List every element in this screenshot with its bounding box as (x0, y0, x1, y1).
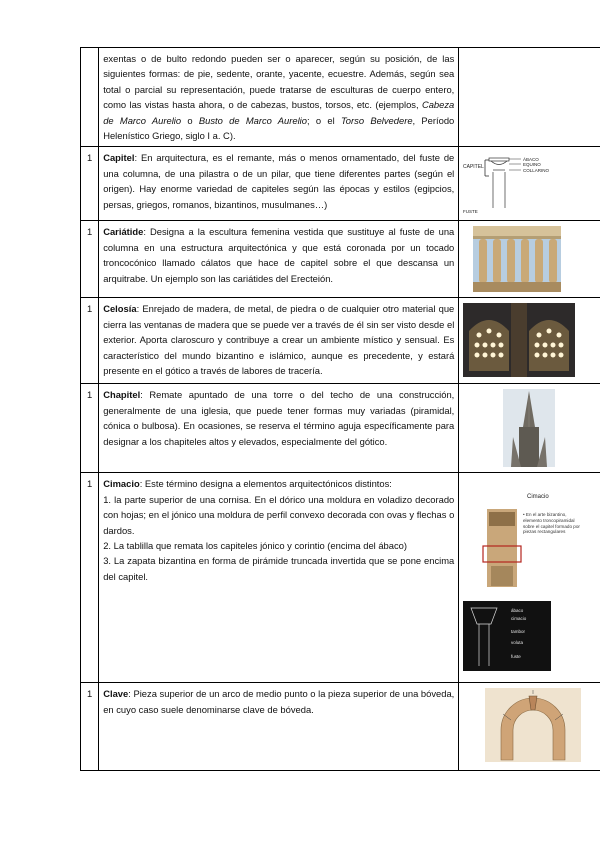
image-cell (459, 48, 600, 147)
image-cell (459, 147, 600, 221)
row-number: 1 (81, 683, 99, 771)
echinus-shape (491, 161, 507, 165)
text-segment: exentas o de bulto redondo pueden ser o aparecer, según su posición, de las siguientes formas: de pie, sedente, orante, yacente, ecuestre. Además, según sea total o parcial su representación, puede tratarse de esculturas de cuerpo entero, como las vistas hasta ahora, o de cabezas, bustos, torsos, etc. (ejemplos, (103, 53, 455, 111)
term-definition: : En arquitectura, es el remante, más o menos ornamentado, del fuste de una columna, de una pilastra o de un pilar, que tiene diferentes partes (según el origen). Hay enorme variedad de capiteles según las épocas y estilos (egipcios, persas, griegos, romanos, bizantinos, musulmanes…) (103, 152, 455, 210)
term-definition: : Designa a la escultura femenina vestida que sustituye al fuste de una columna en una estructura arquitectónica y que está coronada por un tocado troncocónico llamado cálatos que hace de capitel sobre el que descansa un arquitrabe. Un ejemplo son las cariátides del Erecteión. (103, 226, 455, 284)
row-number: 1 (81, 473, 99, 683)
glossary-term: Celosía (103, 303, 137, 315)
dark-diagram-label: ábaco (511, 608, 524, 614)
definition-text (99, 298, 459, 384)
table-row (81, 298, 600, 384)
image-cell (459, 298, 600, 384)
table-row (81, 683, 600, 771)
term-definition: : Este término designa a elementos arquitectónicos distintos: (139, 478, 392, 490)
definition-text (99, 384, 459, 473)
lattice-window-photo (463, 301, 599, 379)
caryatid-photo (463, 224, 599, 294)
figure-title: Cimacio (527, 494, 549, 501)
row-number: 1 (81, 221, 99, 298)
diagram-label-fuste: FUSTE (463, 209, 479, 215)
definition-item: 1. la parte superior de una cornisa. En el dórico una moldura en voladizo decorado con hojas; en el jónico una moldura de perfil convexo decorada con ovas y flechas o dardos. (103, 493, 455, 536)
table-row (81, 221, 600, 298)
term-definition: : Remate apuntado de una torre o del techo de una construcción, generalmente de una iglesia, que puede tener formas muy variadas (piramidal, cónica o bulbosa). En ocasiones, se reserva el término aguja específicamente para designar a los chapiteles altos y elevados, especialmente del gótico. (103, 389, 455, 447)
figure-note: • En el arte bizantino, elemento troncopiramidal sobre el capitel formado por piezas rectangulares (523, 512, 581, 535)
table-row (81, 384, 600, 473)
definition-text (99, 221, 459, 298)
abacus-shape (489, 158, 509, 161)
image-cell (459, 221, 600, 298)
row-number: 1 (81, 147, 99, 221)
definition-text (99, 473, 459, 683)
cimacio-figures (463, 476, 599, 676)
definition-item: 2. La tablilla que remata los capiteles jónico y corintio (encima del ábaco) (103, 540, 408, 552)
glossary-table (80, 47, 600, 771)
diagram-label: ÁBACO (523, 157, 540, 163)
image-cell (459, 384, 600, 473)
capitel-diagram (463, 150, 599, 216)
glossary-term: Clave (103, 688, 129, 700)
definition-text (99, 48, 459, 147)
row-number: 1 (81, 298, 99, 384)
text-segment: o (181, 114, 199, 126)
dark-diagram-label: voluta (511, 640, 524, 646)
dark-diagram-label: fuste (511, 654, 522, 660)
definition-text (99, 147, 459, 221)
glossary-term: Cimacio (103, 478, 140, 490)
dark-diagram (463, 601, 551, 671)
table-row (81, 48, 600, 147)
dark-diagram-label: cimacio (511, 616, 527, 622)
image-cell (459, 683, 600, 771)
definition-text (99, 683, 459, 771)
work-title: Torso Belvedere (340, 114, 413, 126)
diagram-label-capitel: CAPITEL (463, 164, 485, 171)
spire-photo (463, 387, 599, 469)
definition-item: 3. La zapata bizantina en forma de pirámide truncada invertida que se pone encima del capitel. (103, 555, 455, 582)
tower-body (519, 427, 539, 467)
glossary-term: Chapitel (103, 389, 141, 401)
text-segment: ; o el (306, 114, 341, 126)
architrave (473, 226, 561, 236)
diagram-label: EQUINO (523, 162, 542, 168)
glossary-term: Capitel (103, 152, 135, 164)
row-number (81, 48, 99, 147)
dark-diagram-label: tambor (511, 629, 526, 635)
podium (473, 282, 561, 292)
diagram-label: COLLARINO (523, 168, 550, 174)
term-definition: : Pieza superior de un arco de medio punto o la pieza superior de una bóveda, en cuyo caso suele denominarse clave de bóveda. (103, 688, 455, 715)
text-segment: , Período Helenístico Griego, siglo I a. C). (103, 114, 455, 142)
image-cell (459, 473, 600, 683)
table-row (81, 473, 600, 683)
glossary-term: Cariátide (103, 226, 144, 238)
term-definition: : Enrejado de madera, de metal, de piedra o de cualquier otro material que cierra las ventanas de madera que se puede ver a través de él sin ser visto desde el exterior. Aporta claroscuro y contribuye a crear un ambiente místico y sensual. Es característico del mundo bizantino e islámico, aunque es precedente, y estará presente en el gótico a través de labores de tracería. (103, 303, 455, 377)
row-number: 1 (81, 384, 99, 473)
work-title: Busto de Marco Aurelio (198, 114, 307, 126)
table-row (81, 147, 600, 221)
work-title: Cabeza de Marco Aurelio (103, 99, 455, 126)
arch-diagram (463, 686, 599, 766)
